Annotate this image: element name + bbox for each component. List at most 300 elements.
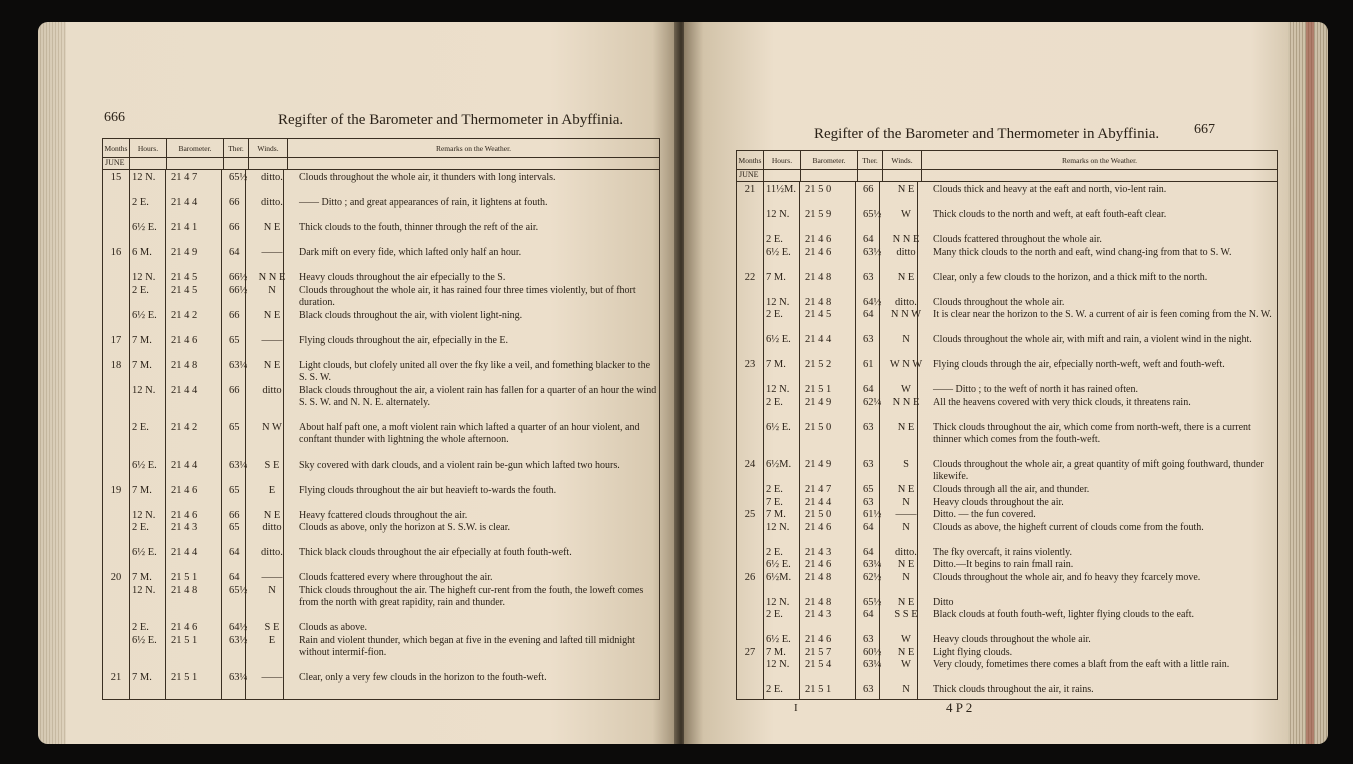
row-thermometer: 64 (229, 572, 240, 583)
row-barometer: 21 4 2 (171, 422, 198, 433)
row-barometer: 21 4 8 (171, 584, 198, 596)
row-remark: Clouds throughout the whole air, it has rained four three times violently, but of fhort duration. (299, 284, 636, 308)
row-hour: 6½ E. (132, 547, 157, 558)
row-thermometer: 64 (863, 521, 874, 533)
row-barometer: 21 4 6 (805, 521, 832, 533)
row-day (737, 309, 763, 334)
left-running-head: Regifter of the Barometer and Thermometer in Abyffinia. (278, 112, 624, 128)
row-wind: ditto (262, 384, 282, 396)
row-day (737, 397, 763, 422)
table-row (103, 622, 659, 635)
row-day: 23 (744, 359, 756, 371)
row-thermometer: 63½ (229, 634, 248, 646)
row-barometer: 21 4 3 (171, 522, 198, 533)
row-remark: Heavy fcattered clouds throughout the air. (299, 509, 468, 521)
row-hour: 2 E. (132, 284, 149, 296)
row-thermometer: 65½ (863, 209, 882, 221)
row-remark: Black clouds throughout the air, a violent rain has fallen for a quarter of an hour the wind S. S. W. and N. N. E. alternately. (299, 384, 657, 408)
row-wind: —— (261, 572, 283, 583)
row-thermometer: 63 (863, 496, 874, 508)
row-barometer: 21 4 8 (805, 271, 832, 283)
row-remark: Sky covered with dark clouds, and a violent rain be-gun which lafted two hours. (299, 459, 620, 471)
row-thermometer: 64 (863, 384, 874, 396)
table-row (103, 522, 659, 547)
row-wind: N N E (258, 272, 286, 283)
row-thermometer: 60½ (863, 646, 882, 658)
row-wind: E (268, 634, 276, 646)
row-remark: Clouds throughout the whole air. (933, 296, 1065, 308)
table-row (737, 509, 1277, 522)
row-remark: Thick black clouds throughout the air efpecially at fouth fouth-weft. (299, 547, 572, 558)
row-thermometer: 63 (863, 334, 874, 346)
header-winds: Winds. (249, 139, 288, 157)
header-barometer: Barometer. (801, 151, 858, 169)
row-remark: Thick clouds throughout the air. The higheft cur-rent from the fouth, the loweft comes from the north with great rapidity, rain and thunder. (299, 584, 644, 608)
row-remark: Thick clouds to the fouth, thinner through the reft of the air. (299, 222, 539, 233)
row-wind: N (902, 684, 910, 696)
row-wind: S S E (894, 609, 918, 621)
table-row (737, 334, 1277, 359)
header-hours: Hours. (764, 151, 801, 169)
table-row (737, 184, 1277, 209)
row-day (737, 634, 763, 647)
table-row (103, 285, 659, 310)
row-thermometer: 63½ (863, 246, 882, 258)
header-months: Months (103, 139, 130, 157)
row-hour: 6½ E. (766, 334, 791, 346)
table-row (103, 572, 659, 585)
row-day (103, 197, 129, 222)
row-hour: 2 E. (766, 546, 783, 558)
row-hour: 12 N. (766, 384, 790, 396)
header-barometer: Barometer. (167, 139, 224, 157)
left-table-header (103, 139, 659, 158)
row-barometer: 21 4 6 (171, 334, 198, 346)
row-thermometer: 63¼ (863, 659, 882, 671)
row-hour: 6½ E. (132, 222, 157, 233)
row-wind: S E (264, 459, 280, 471)
row-wind: N N E (892, 234, 920, 246)
right-running-head: Regifter of the Barometer and Thermometer in Abyffinia. (814, 126, 1160, 142)
row-remark: —— Ditto ; to the weft of north it has rained often. (933, 384, 1138, 396)
table-row (737, 547, 1277, 560)
row-hour: 12 N. (766, 209, 790, 221)
row-hour: 7 M. (766, 359, 786, 371)
row-remark: Heavy clouds throughout the whole air. (933, 634, 1091, 646)
row-hour: 6½ E. (132, 459, 157, 471)
row-day (103, 285, 129, 310)
row-remark: Clouds as above, the higheft current of clouds come from the fouth. (933, 521, 1204, 533)
row-barometer: 21 4 9 (805, 396, 832, 408)
row-thermometer: 64½ (863, 296, 882, 308)
row-hour: 6½ E. (766, 559, 791, 571)
month-label: JUNE (737, 170, 764, 181)
row-day (103, 510, 129, 523)
row-remark: Clouds fcattered every where throughout the air. (299, 572, 493, 583)
row-wind: ditto (896, 246, 916, 258)
row-day: 16 (110, 247, 122, 258)
row-barometer: 21 4 3 (805, 546, 832, 558)
row-day: 19 (110, 484, 122, 496)
header-remarks: Remarks on the Weather. (435, 143, 512, 153)
row-day (737, 547, 763, 560)
row-thermometer: 66½ (229, 272, 248, 283)
row-hour: 2 E. (766, 396, 783, 408)
row-remark: Clouds through all the air, and thunder. (933, 484, 1090, 496)
row-day: 21 (744, 184, 756, 195)
header-remarks: Remarks on the Weather. (1061, 155, 1138, 165)
row-barometer: 21 5 4 (805, 659, 832, 671)
table-row (103, 422, 659, 460)
row-remark: Thick clouds to the north and weft, at eaft fouth-eaft clear. (933, 209, 1167, 221)
row-thermometer: 63¼ (863, 559, 882, 571)
row-hour: 7 M. (766, 646, 786, 658)
row-wind: ditto (262, 522, 282, 533)
right-page-number: 667 (1194, 122, 1215, 137)
row-day (737, 384, 763, 397)
row-day (737, 484, 763, 497)
table-row (737, 459, 1277, 484)
row-wind: ditto. (895, 296, 917, 308)
row-thermometer: 66 (229, 384, 240, 396)
table-row (737, 522, 1277, 547)
header-hours: Hours. (130, 139, 167, 157)
row-remark: Black clouds throughout the air, with violent light-ning. (299, 309, 523, 321)
table-row (103, 310, 659, 335)
row-thermometer: 65½ (229, 584, 248, 596)
table-row (103, 335, 659, 360)
table-row (103, 272, 659, 285)
table-row (737, 559, 1277, 572)
bookmark-ribbon (1306, 22, 1314, 744)
row-barometer: 21 4 3 (805, 609, 832, 621)
row-remark: Light flying clouds. (933, 646, 1013, 658)
row-day: 15 (110, 172, 122, 183)
row-barometer: 21 5 1 (171, 634, 198, 646)
row-remark: Ditto. — the fun covered. (933, 509, 1036, 521)
table-row (737, 297, 1277, 310)
row-hour: 12 N. (132, 272, 156, 283)
row-thermometer: 63 (863, 459, 874, 471)
row-remark: Clear, only a few clouds to the horizon, and a thick mift to the north. (933, 271, 1208, 283)
table-row (737, 484, 1277, 497)
table-row (103, 222, 659, 247)
row-wind: S (903, 459, 909, 471)
row-remark: The fky overcaft, it rains violently. (933, 546, 1073, 558)
row-hour: 7 M. (132, 334, 152, 346)
table-row (737, 397, 1277, 422)
row-hour: 7 M. (766, 509, 786, 521)
row-remark: Very cloudy, fometimes there comes a blaft from the eaft with a little rain. (933, 659, 1230, 671)
table-row (737, 234, 1277, 247)
row-hour: 7 M. (766, 271, 786, 283)
row-remark: Flying clouds throughout the air but heavieft to-wards the fouth. (299, 484, 557, 496)
row-day (103, 460, 129, 485)
row-barometer: 21 4 4 (171, 384, 198, 396)
row-remark: Clouds throughout the whole air, with mift and rain, a violent wind in the night. (933, 334, 1252, 346)
row-remark: Thick clouds throughout the air, which come from north-weft, there is a current thinner which comes from the fouth-weft. (933, 421, 1251, 445)
row-hour: 2 E. (132, 422, 149, 433)
row-barometer: 21 4 5 (171, 272, 198, 283)
footer-mark: I (794, 702, 798, 714)
row-thermometer: 66 (229, 309, 240, 321)
row-hour: 7 M. (132, 359, 152, 371)
row-barometer: 21 4 4 (171, 547, 198, 558)
row-wind: N E (263, 509, 281, 521)
row-day: 24 (744, 459, 756, 471)
row-barometer: 21 5 0 (805, 421, 832, 433)
row-remark: Clouds throughout the whole air, it thunders with long intervals. (299, 172, 556, 183)
row-barometer: 21 5 1 (171, 672, 198, 683)
row-thermometer: 63¼ (229, 359, 248, 371)
row-remark: Clouds fcattered throughout the whole air. (933, 234, 1102, 246)
row-hour: 7 M. (132, 672, 152, 683)
row-wind: N N W (890, 309, 922, 321)
row-wind: N E (263, 359, 281, 371)
right-table-header (737, 151, 1277, 170)
row-day (737, 234, 763, 247)
row-wind: ditto. (261, 172, 283, 183)
row-hour: 2 E. (132, 622, 149, 633)
row-remark: Clouds as above. (299, 622, 368, 633)
row-day (103, 547, 129, 572)
row-day: 21 (110, 672, 122, 683)
table-row (737, 497, 1277, 510)
row-day: 22 (744, 271, 756, 283)
table-row (737, 634, 1277, 647)
row-day (103, 522, 129, 547)
row-wind: N W (262, 422, 282, 433)
row-wind: W (901, 209, 911, 221)
row-barometer: 21 4 6 (805, 559, 832, 571)
row-remark: Thick clouds throughout the air, it rains. (933, 684, 1094, 696)
row-day (737, 422, 763, 460)
row-hour: 12 N. (766, 521, 790, 533)
row-wind: N E (263, 309, 281, 321)
row-barometer: 21 4 4 (805, 334, 832, 346)
row-thermometer: 63¼ (229, 672, 248, 683)
row-day (737, 334, 763, 359)
row-remark: Flying clouds through the air, efpecially north-weft, weft and fouth-weft. (933, 359, 1225, 371)
row-day (737, 247, 763, 272)
row-barometer: 21 4 6 (171, 509, 198, 521)
right-page-edges (1288, 22, 1328, 744)
row-barometer: 21 5 1 (805, 384, 832, 396)
row-day (103, 635, 129, 673)
row-thermometer: 64 (229, 247, 240, 258)
row-day (737, 609, 763, 634)
row-hour: 12 N. (766, 659, 790, 671)
left-table-subheader (103, 158, 659, 170)
row-hour: 2 E. (766, 309, 783, 321)
table-row (103, 197, 659, 222)
row-day (737, 659, 763, 684)
row-day: 26 (744, 571, 756, 583)
row-day: 27 (744, 646, 756, 658)
table-row (737, 659, 1277, 684)
row-thermometer: 66½ (229, 284, 248, 296)
left-page (38, 22, 678, 744)
row-remark: Clear, only a very few clouds in the horizon to the fouth-weft. (299, 672, 547, 683)
row-wind: —— (895, 509, 917, 521)
table-row (737, 422, 1277, 460)
table-row (103, 385, 659, 423)
row-hour: 7 M. (132, 484, 152, 496)
row-remark: —— Ditto ; and great appearances of rain, it lightens at fouth. (299, 197, 548, 208)
row-wind: E (268, 484, 276, 496)
right-table-rows (737, 182, 1277, 699)
row-wind: W (901, 384, 911, 396)
row-hour: 6½ E. (766, 634, 791, 646)
row-hour: 2 E. (132, 197, 149, 208)
row-thermometer: 64 (863, 309, 874, 321)
row-remark: Clouds thick and heavy at the eaft and north, vio-lent rain. (933, 184, 1167, 195)
row-hour: 6½M. (766, 459, 792, 471)
row-day (737, 297, 763, 310)
row-thermometer: 63 (863, 271, 874, 283)
row-remark: Heavy clouds throughout the air efpecially to the S. (299, 272, 506, 283)
right-page (684, 22, 1328, 744)
row-barometer: 21 4 8 (805, 596, 832, 608)
row-thermometer: 62¼ (863, 396, 882, 408)
row-hour: 11½M. (766, 184, 796, 195)
row-wind: N (268, 584, 276, 596)
table-row (103, 485, 659, 510)
row-thermometer: 65½ (863, 596, 882, 608)
row-barometer: 21 4 7 (805, 484, 832, 496)
month-label: JUNE (103, 158, 130, 169)
row-hour: 6½ E. (766, 421, 791, 433)
row-day (737, 522, 763, 547)
row-day (103, 222, 129, 247)
row-wind: N E (897, 484, 915, 496)
row-wind: N (902, 521, 910, 533)
row-thermometer: 66 (229, 222, 240, 233)
row-barometer: 21 5 7 (805, 646, 832, 658)
row-barometer: 21 5 0 (805, 184, 832, 195)
row-remark: Ditto.—It begins to rain fmall rain. (933, 559, 1074, 571)
row-day (103, 585, 129, 623)
row-hour: 6½ E. (132, 309, 157, 321)
row-barometer: 21 5 1 (805, 684, 832, 696)
table-row (103, 172, 659, 197)
row-barometer: 21 4 9 (805, 459, 832, 471)
row-wind: N E (897, 596, 915, 608)
open-book (38, 22, 1328, 744)
row-day (737, 209, 763, 234)
row-barometer: 21 4 2 (171, 309, 198, 321)
row-barometer: 21 5 2 (805, 359, 832, 371)
row-barometer: 21 5 1 (171, 572, 198, 583)
row-hour: 6½ E. (766, 246, 791, 258)
row-day (737, 684, 763, 697)
row-wind: N (268, 284, 276, 296)
row-thermometer: 66 (229, 509, 240, 521)
row-wind: W (901, 659, 911, 671)
row-wind: ditto. (895, 546, 917, 558)
row-day (737, 597, 763, 610)
row-barometer: 21 4 6 (805, 634, 832, 646)
row-thermometer: 63¼ (229, 459, 248, 471)
row-hour: 2 E. (766, 484, 783, 496)
row-hour: 2 E. (766, 684, 783, 696)
row-thermometer: 64 (863, 234, 874, 246)
row-remark: Many thick clouds to the north and eaft, wind chang-ing from that to S. W. (933, 246, 1232, 258)
row-barometer: 21 4 1 (171, 222, 198, 233)
row-hour: 12 N. (132, 584, 156, 596)
header-winds: Winds. (883, 151, 922, 169)
table-row (737, 359, 1277, 384)
row-barometer: 21 4 4 (171, 459, 198, 471)
row-wind: ditto. (261, 547, 283, 558)
row-hour: 7 E. (766, 496, 783, 508)
row-thermometer: 63 (863, 421, 874, 433)
left-page-edges (38, 22, 66, 744)
row-barometer: 21 4 4 (171, 197, 198, 208)
row-wind: N E (897, 559, 915, 571)
row-day: 25 (744, 509, 756, 521)
table-row (737, 572, 1277, 597)
right-register-table (736, 150, 1278, 700)
table-row (103, 247, 659, 272)
row-wind: N E (897, 184, 915, 195)
row-wind: N N E (892, 396, 920, 408)
table-row (103, 672, 659, 697)
row-thermometer: 65 (229, 422, 240, 433)
left-page-number: 666 (104, 110, 125, 125)
row-remark: Rain and violent thunder, which began at five in the evening and lafted till midnight without intermif-fion. (299, 634, 635, 658)
row-wind: S E (264, 622, 280, 633)
row-remark: Clouds as above, only the horizon at S. S.W. is clear. (299, 522, 510, 533)
row-remark: It is clear near the horizon to the S. W. a current of air is feen coming from the N. W. (933, 309, 1272, 321)
row-day (737, 497, 763, 510)
row-barometer: 21 4 6 (171, 484, 198, 496)
row-wind: N (902, 334, 910, 346)
row-barometer: 21 4 8 (805, 296, 832, 308)
row-remark: Dark mift on every fide, which lafted only half an hour. (299, 247, 522, 258)
row-remark: Ditto (933, 596, 954, 608)
row-day (103, 622, 129, 635)
row-barometer: 21 4 8 (171, 359, 198, 371)
row-hour: 2 E. (766, 609, 783, 621)
row-remark: Clouds throughout the whole air, a great quantity of mift going fouthward, thunder likewife. (933, 459, 1264, 483)
row-barometer: 21 4 4 (805, 496, 832, 508)
row-remark: Light clouds, but clofely united all over the fky like a veil, and fomething blacker to the S. S. W. (299, 359, 651, 383)
row-remark: All the heavens covered with very thick clouds, it threatens rain. (933, 396, 1191, 408)
row-thermometer: 63 (863, 684, 874, 696)
row-wind: ditto. (261, 197, 283, 208)
left-register-table (102, 138, 660, 700)
row-thermometer: 66 (229, 197, 240, 208)
row-wind: W (901, 634, 911, 646)
table-row (737, 384, 1277, 397)
row-hour: 2 E. (766, 234, 783, 246)
row-thermometer: 65 (229, 484, 240, 496)
row-thermometer: 65 (229, 522, 240, 533)
row-thermometer: 64 (229, 547, 240, 558)
row-wind: N (902, 571, 910, 583)
row-day: 18 (110, 359, 122, 371)
row-thermometer: 65½ (229, 172, 248, 183)
row-barometer: 21 5 9 (805, 209, 832, 221)
row-hour: 12 N. (766, 596, 790, 608)
signature-mark: 4 P 2 (946, 700, 973, 715)
row-hour: 12 N. (132, 172, 156, 183)
row-barometer: 21 4 8 (805, 571, 832, 583)
row-wind: —— (261, 247, 283, 258)
row-barometer: 21 4 6 (171, 622, 198, 633)
row-day: 17 (110, 334, 122, 346)
